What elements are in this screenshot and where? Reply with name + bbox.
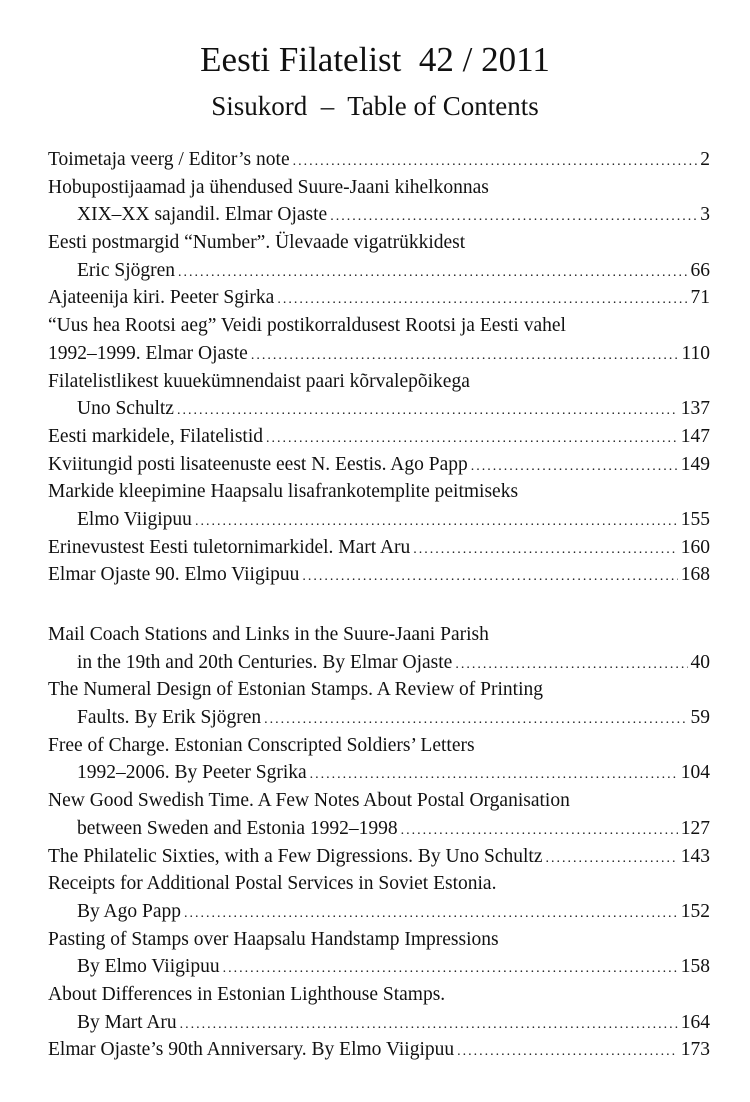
- toc-entry-title: Kviitungid posti lisateenuste eest N. Eestis. Ago Papp: [48, 453, 468, 475]
- toc-entry-title: 1992–1999. Elmar Ojaste: [48, 342, 248, 364]
- toc-entry: [48, 843, 710, 871]
- toc-entry-row: [48, 1036, 710, 1064]
- dot-leader: [302, 563, 677, 591]
- toc-entry-row: [48, 534, 710, 562]
- toc-entry-title-line: The Numeral Design of Estonian Stamps. A Review of Printing: [48, 679, 544, 701]
- toc-entry-title: Ajateenija kiri. Peeter Sgirka: [48, 287, 275, 309]
- toc-english: [48, 621, 710, 1064]
- toc-entry-row: [48, 843, 710, 871]
- dot-leader: [401, 817, 678, 845]
- toc-entry-title-line: Free of Charge. Estonian Conscripted Soldiers’ Letters: [48, 734, 475, 756]
- toc-entry-row: [48, 201, 710, 229]
- toc-page-number: 127: [680, 817, 710, 839]
- toc-entry-row: [48, 423, 710, 451]
- toc-entry-title: By Mart Aru: [77, 1011, 177, 1033]
- dot-leader: [471, 453, 678, 481]
- toc-entry-title: By Ago Papp: [77, 900, 182, 922]
- toc-entry-title-line: Hobupostijaamad ja ühendused Suure-Jaani kihelkonnas: [48, 176, 489, 198]
- dot-leader: [455, 651, 687, 679]
- toc-entry-title-line: Filatelistlikest kuuekümnendaist paari kõrvalepõikega: [48, 370, 470, 392]
- dot-leader: [310, 761, 678, 789]
- toc-entry-row: [48, 815, 710, 843]
- page-subtitle: Sisukord – Table of Contents: [211, 91, 539, 121]
- toc-entry-row: [48, 506, 710, 534]
- toc-entry-title: between Sweden and Estonia 1992–1998: [77, 817, 398, 839]
- toc-page-number: 168: [680, 564, 710, 586]
- toc-entry-title: Elmar Ojaste’s 90th Anniversary. By Elmo Viigipuu: [48, 1039, 455, 1061]
- toc-page-number: 110: [681, 342, 710, 364]
- dot-leader: [277, 286, 687, 314]
- dot-leader: [184, 900, 678, 928]
- toc-page-number: 155: [680, 508, 710, 530]
- toc-entry-title: Toimetaja veerg / Editor’s note: [48, 149, 290, 170]
- toc-entry-title: By Elmo Viigipuu: [77, 956, 220, 978]
- toc-entry-title: Faults. By Erik Sjögren: [77, 707, 262, 729]
- toc-entry: [48, 926, 710, 981]
- toc-entry: [48, 561, 710, 589]
- toc-entry-title: Uno Schultz: [77, 398, 174, 420]
- toc-entry: [48, 732, 710, 787]
- dot-leader: [293, 148, 698, 176]
- toc-page-number: 71: [690, 287, 710, 309]
- toc-entry: [48, 312, 710, 367]
- toc-entry-row: [48, 898, 710, 926]
- toc-entry-row: [48, 340, 710, 368]
- dot-leader: [330, 203, 697, 231]
- toc-entry-row: [48, 395, 710, 423]
- toc-entry-title: Elmar Ojaste 90. Elmo Viigipuu: [48, 564, 300, 586]
- toc-entry-row: [48, 561, 710, 589]
- toc-entry-title: in the 19th and 20th Centuries. By Elmar Ojaste: [77, 651, 453, 673]
- dot-leader: [266, 425, 678, 453]
- dot-leader: [195, 508, 678, 536]
- toc-entry: [48, 621, 710, 676]
- toc-entry: [48, 1036, 710, 1064]
- toc-entry: [48, 478, 710, 533]
- toc-estonian: [48, 146, 710, 589]
- toc-page-number: 2: [700, 149, 710, 170]
- toc-entry-title-line: Mail Coach Stations and Links in the Suure-Jaani Parish: [48, 624, 489, 645]
- toc-page-number: 164: [680, 1011, 710, 1033]
- toc-page-number: 104: [680, 762, 710, 784]
- toc-entry: [48, 981, 710, 1036]
- toc-entry-title: Elmo Viigipuu: [77, 508, 192, 530]
- toc-entry-title-line: New Good Swedish Time. A Few Notes About Postal Organisation: [48, 790, 570, 812]
- toc-entry: [48, 229, 710, 284]
- dot-leader: [177, 397, 678, 425]
- dot-leader: [457, 1038, 678, 1066]
- toc-page-number: 152: [680, 900, 710, 922]
- dot-leader: [223, 955, 678, 983]
- toc-entry-row: [48, 284, 710, 312]
- toc-entry: [48, 870, 710, 925]
- toc-entry: [48, 534, 710, 562]
- toc-entry: [48, 676, 710, 731]
- toc-entry-row: [48, 1009, 710, 1037]
- toc-entry-title-line: About Differences in Estonian Lighthouse Stamps.: [48, 983, 446, 1005]
- toc-entry: [48, 174, 710, 229]
- toc-entry-title-line: Eesti postmargid “Number”. Ülevaade vigatrükkidest: [48, 232, 466, 254]
- toc-entry: [48, 423, 710, 451]
- dot-leader: [264, 706, 687, 734]
- dot-leader: [251, 342, 679, 370]
- toc-page-number: 160: [680, 536, 710, 558]
- toc-page-number: 158: [680, 956, 710, 978]
- toc-page-number: 66: [690, 259, 710, 281]
- toc-page-number: 143: [680, 845, 710, 867]
- toc-entry: [48, 368, 710, 423]
- toc-entry-row: [48, 451, 710, 479]
- page-title: Eesti Filatelist 42 / 2011: [200, 40, 550, 79]
- toc-page-number: 3: [700, 204, 710, 226]
- toc-entry-title-line: Pasting of Stamps over Haapsalu Handstamp Impressions: [48, 928, 499, 950]
- toc-page-number: 147: [680, 425, 710, 447]
- toc-entry-title-line: Markide kleepimine Haapsalu lisafrankotemplite peitmiseks: [48, 481, 519, 503]
- toc-page-number: 173: [680, 1039, 710, 1061]
- toc-entry-title: Erinevustest Eesti tuletornimarkidel. Mart Aru: [48, 536, 411, 558]
- toc-entry-title: The Philatelic Sixties, with a Few Digressions. By Uno Schultz: [48, 845, 543, 867]
- toc-entry-row: [48, 953, 710, 981]
- toc-page-number: 149: [680, 453, 710, 475]
- toc-entry-title: Eric Sjögren: [77, 259, 176, 281]
- toc-entry-row: [48, 257, 710, 285]
- toc-entry-title: Eesti markidele, Filatelistid: [48, 425, 263, 447]
- toc-entry: [48, 146, 710, 174]
- toc-entry-title-line: Receipts for Additional Postal Services in Soviet Estonia.: [48, 873, 497, 895]
- toc-entry-row: [48, 759, 710, 787]
- dot-leader: [413, 536, 677, 564]
- toc-page-number: 40: [690, 651, 710, 673]
- toc-page-number: 137: [680, 398, 710, 420]
- toc-entry-row: [48, 146, 710, 174]
- dot-leader: [546, 845, 678, 873]
- toc-page-number: 59: [690, 707, 710, 729]
- dot-leader: [180, 1011, 678, 1039]
- toc-entry-title-line: “Uus hea Rootsi aeg” Veidi postikorraldusest Rootsi ja Eesti vahel: [48, 315, 566, 337]
- toc-entry-row: [48, 649, 710, 677]
- toc-entry: [48, 284, 710, 312]
- toc-entry: [48, 451, 710, 479]
- toc-entry-title: XIX–XX sajandil. Elmar Ojaste: [77, 204, 328, 226]
- dot-leader: [178, 259, 687, 287]
- toc-entry-row: [48, 704, 710, 732]
- toc-entry: [48, 787, 710, 842]
- toc-entry-title: 1992–2006. By Peeter Sgrika: [77, 762, 307, 784]
